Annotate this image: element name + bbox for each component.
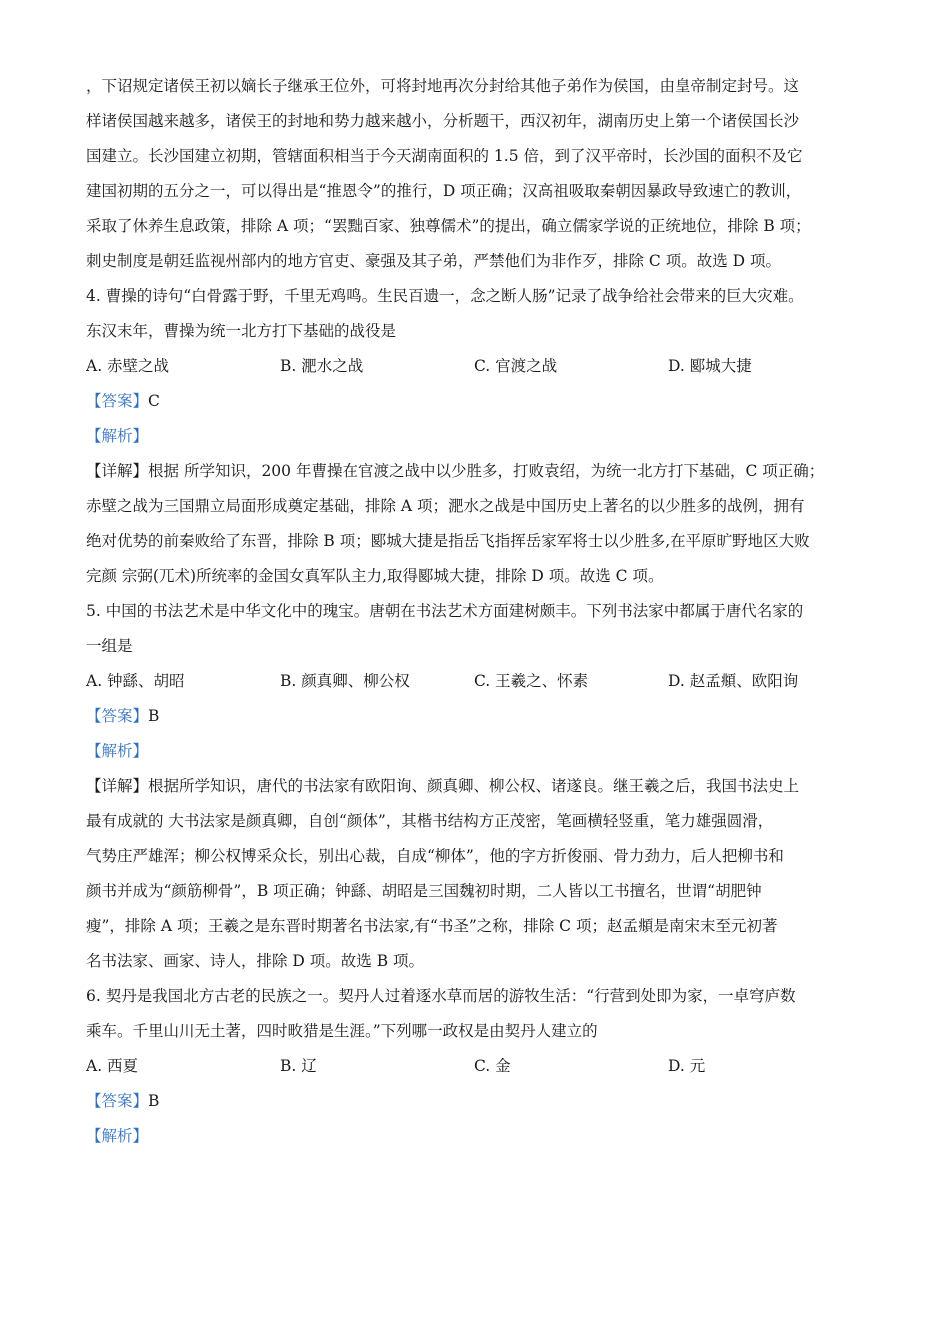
answer-value: B [148, 1092, 160, 1110]
text-line: 国建立。长沙国建立初期，管辖面积相当于今天湖南面积的 1.5 倍，到了汉平帝时，长沙国的面积不及它 [86, 147, 803, 165]
answer-value: B [148, 707, 160, 725]
text-line: ，下诏规定诸侯王初以嫡长子继承王位外，可将封地再次分封给其他子弟作为侯国，由皇帝制定封号。这 [86, 77, 800, 95]
q5-answer [86, 706, 876, 726]
text-line: 样诸侯国越来越多，诸侯王的封地和势力越来越小，分析题干，西汉初年，湖南历史上第一个诸侯国长沙 [86, 112, 800, 130]
q4-answer [86, 391, 876, 411]
answer-tag: 【答案】 [86, 1092, 149, 1110]
q4-option-a: A. 赤壁之战 [86, 357, 170, 375]
q5-detail [86, 776, 876, 796]
detail-text: 根据所学知识，唐代的书法家有欧阳询、颜真卿、柳公权、诸遂良。继王羲之后，我国书法史上 [148, 777, 800, 795]
question-6-stem: 6. 契丹是我国北方古老的民族之一。契丹人过着逐水草而居的游牧生活：“行营到处即为家，一卓穹庐数 [86, 987, 796, 1005]
text-line: 赤壁之战为三国鼎立局面形成奠定基础，排除 A 项；淝水之战是中国历史上著名的以少胜多的战例，拥有 [86, 497, 805, 515]
text-line: 绝对优势的前秦败给了东晋，排除 B 项；郾城大捷是指岳飞指挥岳家军将士以少胜多,在平原旷野地区大败 [86, 532, 810, 550]
q5-option-a: A. 钟繇、胡昭 [86, 672, 185, 690]
text-line: 气势庄严雄浑；柳公权博采众长，别出心裁，自成“柳体”，他的字方折俊丽、骨力劲力，后人把柳书和 [86, 847, 784, 865]
detail-text: 根据 所学知识，200 年曹操在官渡之战中以少胜多，打败袁绍，为统一北方打下基础，C 项正确； [148, 462, 825, 480]
answer-value: C [148, 392, 160, 410]
q6-option-a: A. 西夏 [86, 1057, 139, 1075]
q6-option-c: C. 金 [474, 1057, 511, 1075]
q6-option-d: D. 元 [668, 1057, 706, 1075]
text-line: 采取了休养生息政策，排除 A 项；“罢黜百家、独尊儒术”的提出，确立儒家学说的正统地位，排除 B 项； [86, 217, 811, 235]
q4-option-d: D. 郾城大捷 [668, 357, 752, 375]
text-line: 刺史制度是朝廷监视州部内的地方官吏、豪强及其子弟，严禁他们为非作歹，排除 C 项。故选 D 项。 [86, 252, 781, 270]
text-line: 建国初期的五分之一，可以得出是“推恩令”的推行，D 项正确；汉高祖吸取秦朝因暴政导致速亡的教训， [86, 182, 802, 200]
answer-tag: 【答案】 [86, 707, 149, 725]
text-line: 瘦”，排除 A 项；王羲之是东晋时期著名书法家,有“书圣”之称，排除 C 项；赵孟頫是南宋末至元初著 [86, 917, 778, 935]
question-4-stem: 东汉末年，曹操为统一北方打下基础的战役是 [86, 322, 397, 340]
analysis-tag: 【解析】 [86, 1127, 149, 1145]
detail-tag: 【详解】 [86, 462, 149, 480]
question-6-stem: 乘车。千里山川无土著，四时畋猎是生涯。”下列哪一政权是由契丹人建立的 [86, 1022, 598, 1040]
answer-tag: 【答案】 [86, 392, 149, 410]
q5-analysis-tag [86, 741, 876, 761]
q6-answer [86, 1091, 876, 1111]
text-line: 颜书并成为“颜筋柳骨”，B 项正确；钟繇、胡昭是三国魏初时期，二人皆以工书擅名，世谓“胡肥钟 [86, 882, 762, 900]
q4-option-b: B. 淝水之战 [280, 357, 364, 375]
question-5-stem: 5. 中国的书法艺术是中华文化中的瑰宝。唐朝在书法艺术方面建树颇丰。下列书法家中都属于唐代名家的 [86, 602, 804, 620]
q6-option-b: B. 辽 [280, 1057, 317, 1075]
text-line: 最有成就的 大书法家是颜真卿，自创“颜体”，其楷书结构方正茂密，笔画横轻竖重，笔力雄强圆滑， [86, 812, 774, 830]
question-5-stem: 一组是 [86, 637, 133, 655]
q4-detail [86, 461, 876, 481]
q5-option-b: B. 颜真卿、柳公权 [280, 672, 410, 690]
q4-analysis-tag [86, 426, 876, 446]
text-line: 完颜 宗弼(兀术)所统率的金国女真军队主力,取得郾城大捷，排除 D 项。故选 C 项。 [86, 567, 664, 585]
analysis-tag: 【解析】 [86, 742, 149, 760]
q4-option-c: C. 官渡之战 [474, 357, 558, 375]
analysis-tag: 【解析】 [86, 427, 149, 445]
q5-option-d: D. 赵孟頫、欧阳询 [668, 672, 799, 690]
detail-tag: 【详解】 [86, 777, 149, 795]
q6-analysis-tag [86, 1126, 876, 1146]
text-line: 名书法家、画家、诗人，排除 D 项。故选 B 项。 [86, 952, 425, 970]
question-4-stem: 4. 曹操的诗句“白骨露于野，千里无鸡鸣。生民百遗一，念之断人肠”记录了战争给社会带来的巨大灾难。 [86, 287, 804, 305]
q5-option-c: C. 王羲之、怀素 [474, 672, 589, 690]
